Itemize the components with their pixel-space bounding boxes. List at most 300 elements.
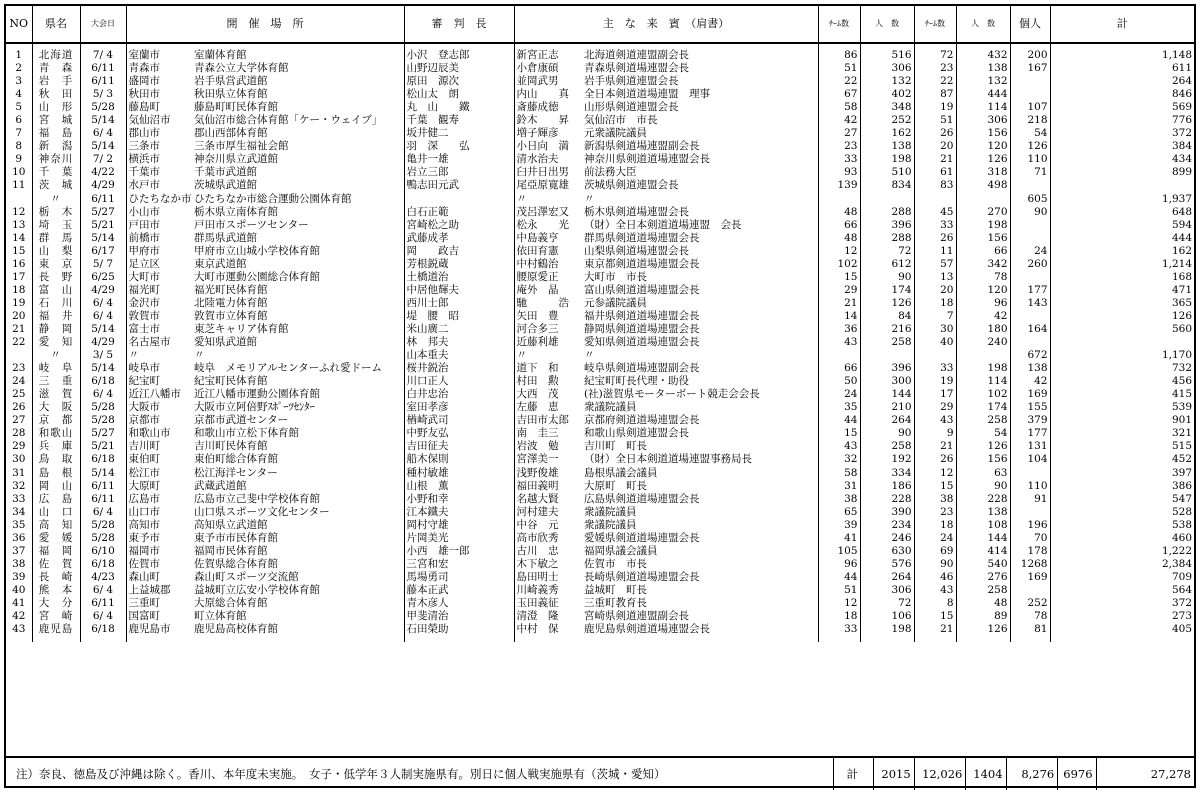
row-teams1: 48 [818,206,860,219]
row-teams1: 66 [818,219,860,232]
row-total: 397 [1171,466,1192,479]
table-row [6,193,1194,206]
row-people2: 114 [956,375,1010,388]
row-judge: 吉田征夫 [404,440,514,453]
row-teams2: 61 [914,166,956,179]
row-guest: 古川 忠 [516,544,559,557]
table-row [6,153,1194,166]
row-venue: 近江八幡市運動公園体育館 [192,388,404,401]
row-guest: 新宮正志 [516,49,559,61]
row-no: 8 [6,140,32,153]
table-row [6,166,1194,179]
row-no: 7 [6,127,32,140]
row-teams1: 96 [818,558,860,571]
row-guest-title: 北海道剣道連盟副会長 [582,43,818,62]
row-no: 11 [6,179,32,192]
row-guest: 左藤 恵 [516,401,559,414]
row-city: 東予市 [128,531,160,544]
row-guest: 清澄 隆 [516,610,559,623]
total-people2: 8,276 [1007,758,1059,790]
row-indiv: 71 [1010,166,1050,179]
table-footer [6,756,1194,790]
row-indiv [1010,506,1050,519]
table-row [6,179,1194,192]
row-indiv: 107 [1010,101,1050,114]
row-city: 甲府市 [128,244,160,257]
row-teams2: 72 [914,43,956,62]
table-row [6,519,1194,532]
row-teams2 [914,193,956,206]
row-total: 460 [1171,531,1192,544]
row-indiv [1010,467,1050,480]
tournament-table-sheet [4,4,1196,788]
row-city: 青森市 [128,62,160,75]
row-total: 528 [1171,505,1192,518]
row-no: 10 [6,166,32,179]
row-teams2: 26 [914,453,956,466]
row-guest-title: 青森県剣道場連盟会長 [582,62,818,75]
row-teams2: 26 [914,127,956,140]
row-judge: 丸 山 鐵 [404,101,514,114]
row-no: 13 [6,219,32,232]
row-no: 27 [6,414,32,427]
row-no: 2 [6,62,32,75]
table-row [6,440,1194,453]
row-guest: 中島義亨 [516,231,559,244]
row-venue: 松江海洋センター [192,467,404,480]
row-people2: 138 [956,62,1010,75]
table-row [6,453,1194,466]
header-pref: 県名 [32,6,80,43]
row-no: 15 [6,245,32,258]
row-pref: 大 分 [32,597,80,610]
row-guest-title: 岩手県剣道連盟会長 [582,75,818,88]
row-indiv: 252 [1010,597,1050,610]
row-judge: 山野辺辰美 [404,62,514,75]
total-teams2: 1404 [966,758,1006,790]
table-row [6,219,1194,232]
row-pref: 愛 媛 [32,532,80,545]
row-teams2: 30 [914,323,956,336]
row-no: 22 [6,336,32,349]
row-city: 山口市 [128,505,160,518]
row-people1: 198 [860,623,914,642]
row-people2: 126 [956,153,1010,166]
row-teams1 [818,193,860,206]
row-guest-title: 茨城県剣道連盟会長 [582,179,818,192]
row-total: 273 [1171,610,1192,623]
row-judge: 坂井健二 [404,127,514,140]
row-people1: 334 [860,467,914,480]
row-people1: 576 [860,558,914,571]
row-city: 近江八幡市 [128,388,181,401]
row-teams1: 43 [818,440,860,453]
row-total: 569 [1171,101,1192,114]
row-no: 26 [6,401,32,414]
row-indiv: 110 [1010,480,1050,493]
row-indiv: 1268 [1010,558,1050,571]
row-people1: 300 [860,375,914,388]
row-people1: 402 [860,88,914,101]
row-teams2: 9 [914,427,956,440]
row-total: 452 [1171,453,1192,466]
table-row [6,506,1194,519]
row-no: 32 [6,480,32,493]
row-date: 7/ 2 [80,153,126,166]
row-guest: 松永 光 [516,218,569,231]
row-no: 39 [6,571,32,584]
row-teams2: 19 [914,375,956,388]
row-teams1: 51 [818,62,860,75]
row-no: 31 [6,467,32,480]
row-indiv: 42 [1010,375,1050,388]
table-row [6,427,1194,440]
row-total: 321 [1171,427,1192,440]
row-total: 560 [1171,322,1192,335]
row-teams1: 21 [818,297,860,310]
row-guest: 臼井日出男 [516,166,569,179]
table-row [6,375,1194,388]
row-indiv: 672 [1010,349,1050,362]
row-people1: 72 [860,597,914,610]
row-teams1: 65 [818,506,860,519]
row-date: 5/14 [80,140,126,153]
row-people1: 138 [860,140,914,153]
row-city: 秋田市 [128,88,160,101]
row-pref: 石 川 [32,297,80,310]
row-guest: 玉田義征 [516,596,559,609]
row-guest: 南 圭三 [516,427,559,440]
table-row [6,323,1194,336]
row-venue: 紀宝町民体育館 [192,375,404,388]
row-teams2: 18 [914,519,956,532]
row-judge: 松山太 朗 [404,88,514,101]
row-guest-title: 宮崎県剣道連盟副会長 [582,610,818,623]
row-indiv [1010,219,1050,232]
table-row [6,467,1194,480]
row-date: 6/11 [80,480,126,493]
row-guest-title: 新潟県剣道場連盟副会長 [582,140,818,153]
row-teams2: 33 [914,219,956,232]
total-label: 計 [834,758,874,790]
row-total: 709 [1171,570,1192,583]
row-guest-title: 静岡県剣道道場連盟会長 [582,323,818,336]
row-guest: 大西 茂 [516,388,559,401]
table-row [6,584,1194,597]
row-people2: 120 [956,284,1010,297]
row-indiv: 143 [1010,297,1050,310]
row-judge: 土橋道治 [404,271,514,284]
row-people1: 90 [860,427,914,440]
row-city: 横浜市 [128,153,160,166]
row-people2: 156 [956,232,1010,245]
row-judge: 白石正範 [404,206,514,219]
row-teams2: 57 [914,258,956,271]
row-pref: 滋 賀 [32,388,80,401]
row-judge: 岩立三郎 [404,166,514,179]
row-teams1: 32 [818,453,860,466]
row-teams1: 22 [818,75,860,88]
row-teams2: 15 [914,610,956,623]
row-people2: 96 [956,297,1010,310]
row-pref: 福 島 [32,127,80,140]
row-venue: 〃 [192,349,404,362]
row-people2: 198 [956,219,1010,232]
row-people2: 318 [956,166,1010,179]
row-people2: 126 [956,623,1010,642]
row-pref: 京 都 [32,414,80,427]
row-judge: 小野和幸 [404,493,514,506]
table-row [6,114,1194,127]
row-date: 5/14 [80,114,126,127]
row-city: 水戸市 [128,179,160,192]
row-no: 38 [6,558,32,571]
row-date: 6/11 [80,62,126,75]
row-teams2: 33 [914,362,956,375]
row-total: 405 [1171,623,1192,636]
row-venue: 武蔵武道館 [192,480,404,493]
row-pref: 埼 玉 [32,219,80,232]
row-guest-title: 〃 [582,349,818,362]
table-row [6,88,1194,101]
row-pref: 大 阪 [32,401,80,414]
row-teams1: 66 [818,362,860,375]
row-people1 [860,193,914,206]
row-judge: 芳根鋭蔵 [404,258,514,271]
row-people2: 54 [956,427,1010,440]
row-venue: ひたちなか市総合運動公園体育館 [192,193,404,206]
row-indiv [1010,336,1050,349]
row-pref: 佐 賀 [32,558,80,571]
row-total: 2,384 [1161,557,1192,570]
row-venue: 岩手県営武道館 [192,75,404,88]
header-guest: 主 な 来 賓 （肩書） [514,6,818,43]
row-pref: 新 潟 [32,140,80,153]
row-guest: 依田育憲 [516,244,559,257]
row-total: 515 [1171,440,1192,453]
row-people1: 390 [860,506,914,519]
row-city: 〃 [128,349,139,362]
row-no: 43 [6,623,32,642]
row-no: 41 [6,597,32,610]
row-guest-title: 富山県剣道道場連盟会長 [582,284,818,297]
table-header [6,6,1194,43]
row-indiv: 379 [1010,414,1050,427]
row-city: 室蘭市 [128,49,160,61]
row-guest: 小日向 満 [516,140,569,153]
row-guest-title: 山梨県剣道場連盟会長 [582,245,818,258]
row-venue: 千葉市武道館 [192,166,404,179]
row-pref: 福 岡 [32,545,80,558]
row-judge: 宮崎松之助 [404,219,514,232]
row-no: 29 [6,440,32,453]
row-people1: 306 [860,584,914,597]
row-guest-title: 気仙沼市 市長 [582,114,818,127]
row-people2: 258 [956,414,1010,427]
row-judge: 江本鐵夫 [404,506,514,519]
row-pref: 静 岡 [32,323,80,336]
row-date: 4/29 [80,179,126,192]
row-teams1: 58 [818,101,860,114]
row-venue: 益城町立広安小学校体育館 [192,584,404,597]
row-city: 東伯町 [128,453,160,466]
row-city: 和歌山市 [128,427,171,440]
row-indiv [1010,75,1050,88]
row-people1 [860,349,914,362]
row-judge: 堤 腰 昭 [404,310,514,323]
header-date: 大会日 [80,6,126,43]
row-guest-title: 〃 [582,193,818,206]
row-no [6,193,32,206]
row-teams1: 42 [818,114,860,127]
row-teams1: 29 [818,284,860,297]
row-teams2: 23 [914,62,956,75]
row-date: 5/27 [80,206,126,219]
row-venue: 福光町民体育館 [192,284,404,297]
row-pref: 鹿児島 [32,623,80,642]
tournament-table [6,6,1194,642]
row-guest: 小倉康碩 [516,62,559,75]
row-date: 5/28 [80,101,126,114]
row-guest-title: (社)滋賀県モーターボート競走会会長 [582,388,818,401]
row-guest-title: 大町市 市長 [582,271,818,284]
table-row [6,284,1194,297]
row-people2: 498 [956,179,1010,192]
row-no: 14 [6,232,32,245]
row-venue: 森山町スポーツ交流館 [192,571,404,584]
row-people1: 264 [860,414,914,427]
row-people1: 258 [860,440,914,453]
row-judge: 片岡美光 [404,532,514,545]
row-indiv [1010,88,1050,101]
row-city: 森山町 [128,570,160,583]
row-pref: 山 形 [32,101,80,114]
row-pref: 長 崎 [32,571,80,584]
row-guest-title: 栃木県剣道場連盟会長 [582,206,818,219]
row-pref: 岐 阜 [32,362,80,375]
row-people1: 288 [860,232,914,245]
row-teams1: 15 [818,271,860,284]
row-date: 5/28 [80,414,126,427]
row-guest: 河村建夫 [516,505,559,518]
row-pref: 岡 山 [32,480,80,493]
row-no: 33 [6,493,32,506]
row-total: 899 [1171,166,1192,179]
row-teams2: 11 [914,245,956,258]
header-no: NO [6,6,32,43]
row-city: 戸田市 [128,218,160,231]
row-city: 佐賀市 [128,557,160,570]
row-people1: 162 [860,127,914,140]
row-people1: 210 [860,401,914,414]
row-teams1: 39 [818,519,860,532]
row-date: 6/17 [80,245,126,258]
row-judge: 楢崎武司 [404,414,514,427]
row-pref: 高 知 [32,519,80,532]
row-no: 5 [6,101,32,114]
row-venue: 秋田県立体育館 [192,88,404,101]
row-people2: 174 [956,401,1010,414]
row-people1: 216 [860,323,914,336]
row-teams2: 18 [914,297,956,310]
row-indiv: 178 [1010,545,1050,558]
row-judge: 西川士郎 [404,297,514,310]
row-venue: 戸田市スポーツセンター [192,219,404,232]
row-venue: 室蘭体育館 [192,43,404,62]
row-date: 6/11 [80,493,126,506]
row-city: 千葉市 [128,166,160,179]
row-people2: 540 [956,558,1010,571]
row-judge: 千葉 観寿 [404,114,514,127]
row-teams2: 23 [914,506,956,519]
row-teams1: 139 [818,179,860,192]
row-people2: 276 [956,571,1010,584]
row-guest-title: 和歌山県剣道連盟会長 [582,427,818,440]
row-total: 1,214 [1161,257,1192,270]
row-no: 36 [6,532,32,545]
row-guest: 〃 [516,192,527,205]
row-pref: 山 口 [32,506,80,519]
row-pref: 秋 田 [32,88,80,101]
row-people1: 84 [860,310,914,323]
row-guest-title: 島根県議会議員 [582,467,818,480]
row-people1: 834 [860,179,914,192]
row-total: 1,170 [1161,349,1192,362]
row-judge: 米山廣二 [404,323,514,336]
row-no: 30 [6,453,32,466]
row-people2: 63 [956,467,1010,480]
row-teams1: 67 [818,88,860,101]
row-people2: 126 [956,440,1010,453]
row-judge: 武藤成孝 [404,232,514,245]
row-guest-title: 紀宝町町長代理・助役 [582,375,818,388]
row-date: 5/27 [80,427,126,440]
row-no: 34 [6,506,32,519]
row-teams2: 29 [914,401,956,414]
row-teams1: 93 [818,166,860,179]
row-indiv: 54 [1010,127,1050,140]
table-row [6,336,1194,349]
row-people1: 630 [860,545,914,558]
row-judge: 小西 雄一郎 [404,545,514,558]
row-no: 37 [6,545,32,558]
row-city: 松江市 [128,466,160,479]
table-body [6,43,1194,642]
table-row [6,310,1194,323]
row-pref: 宮 崎 [32,610,80,623]
row-indiv [1010,310,1050,323]
row-total: 547 [1171,492,1192,505]
row-people1: 186 [860,480,914,493]
table-row [6,245,1194,258]
row-guest-title: （財）全日本剣道道場連盟 会長 [582,219,818,232]
row-total: 594 [1171,218,1192,231]
row-people1: 348 [860,101,914,114]
row-people2: 102 [956,388,1010,401]
row-judge: 林 邦夫 [404,336,514,349]
row-guest-title: 衆議院議員 [582,519,818,532]
row-guest-title: 元参議院議員 [582,297,818,310]
row-date: 6/ 4 [80,310,126,323]
row-indiv: 131 [1010,440,1050,453]
row-teams2: 8 [914,597,956,610]
row-venue: 東芝キャリア体育館 [192,323,404,336]
row-guest: 矢田 豊 [516,309,559,322]
row-guest-title: 衆議院議員 [582,401,818,414]
row-guest-title: 元衆議院議員 [582,127,818,140]
row-date: 6/18 [80,623,126,642]
row-indiv [1010,584,1050,597]
